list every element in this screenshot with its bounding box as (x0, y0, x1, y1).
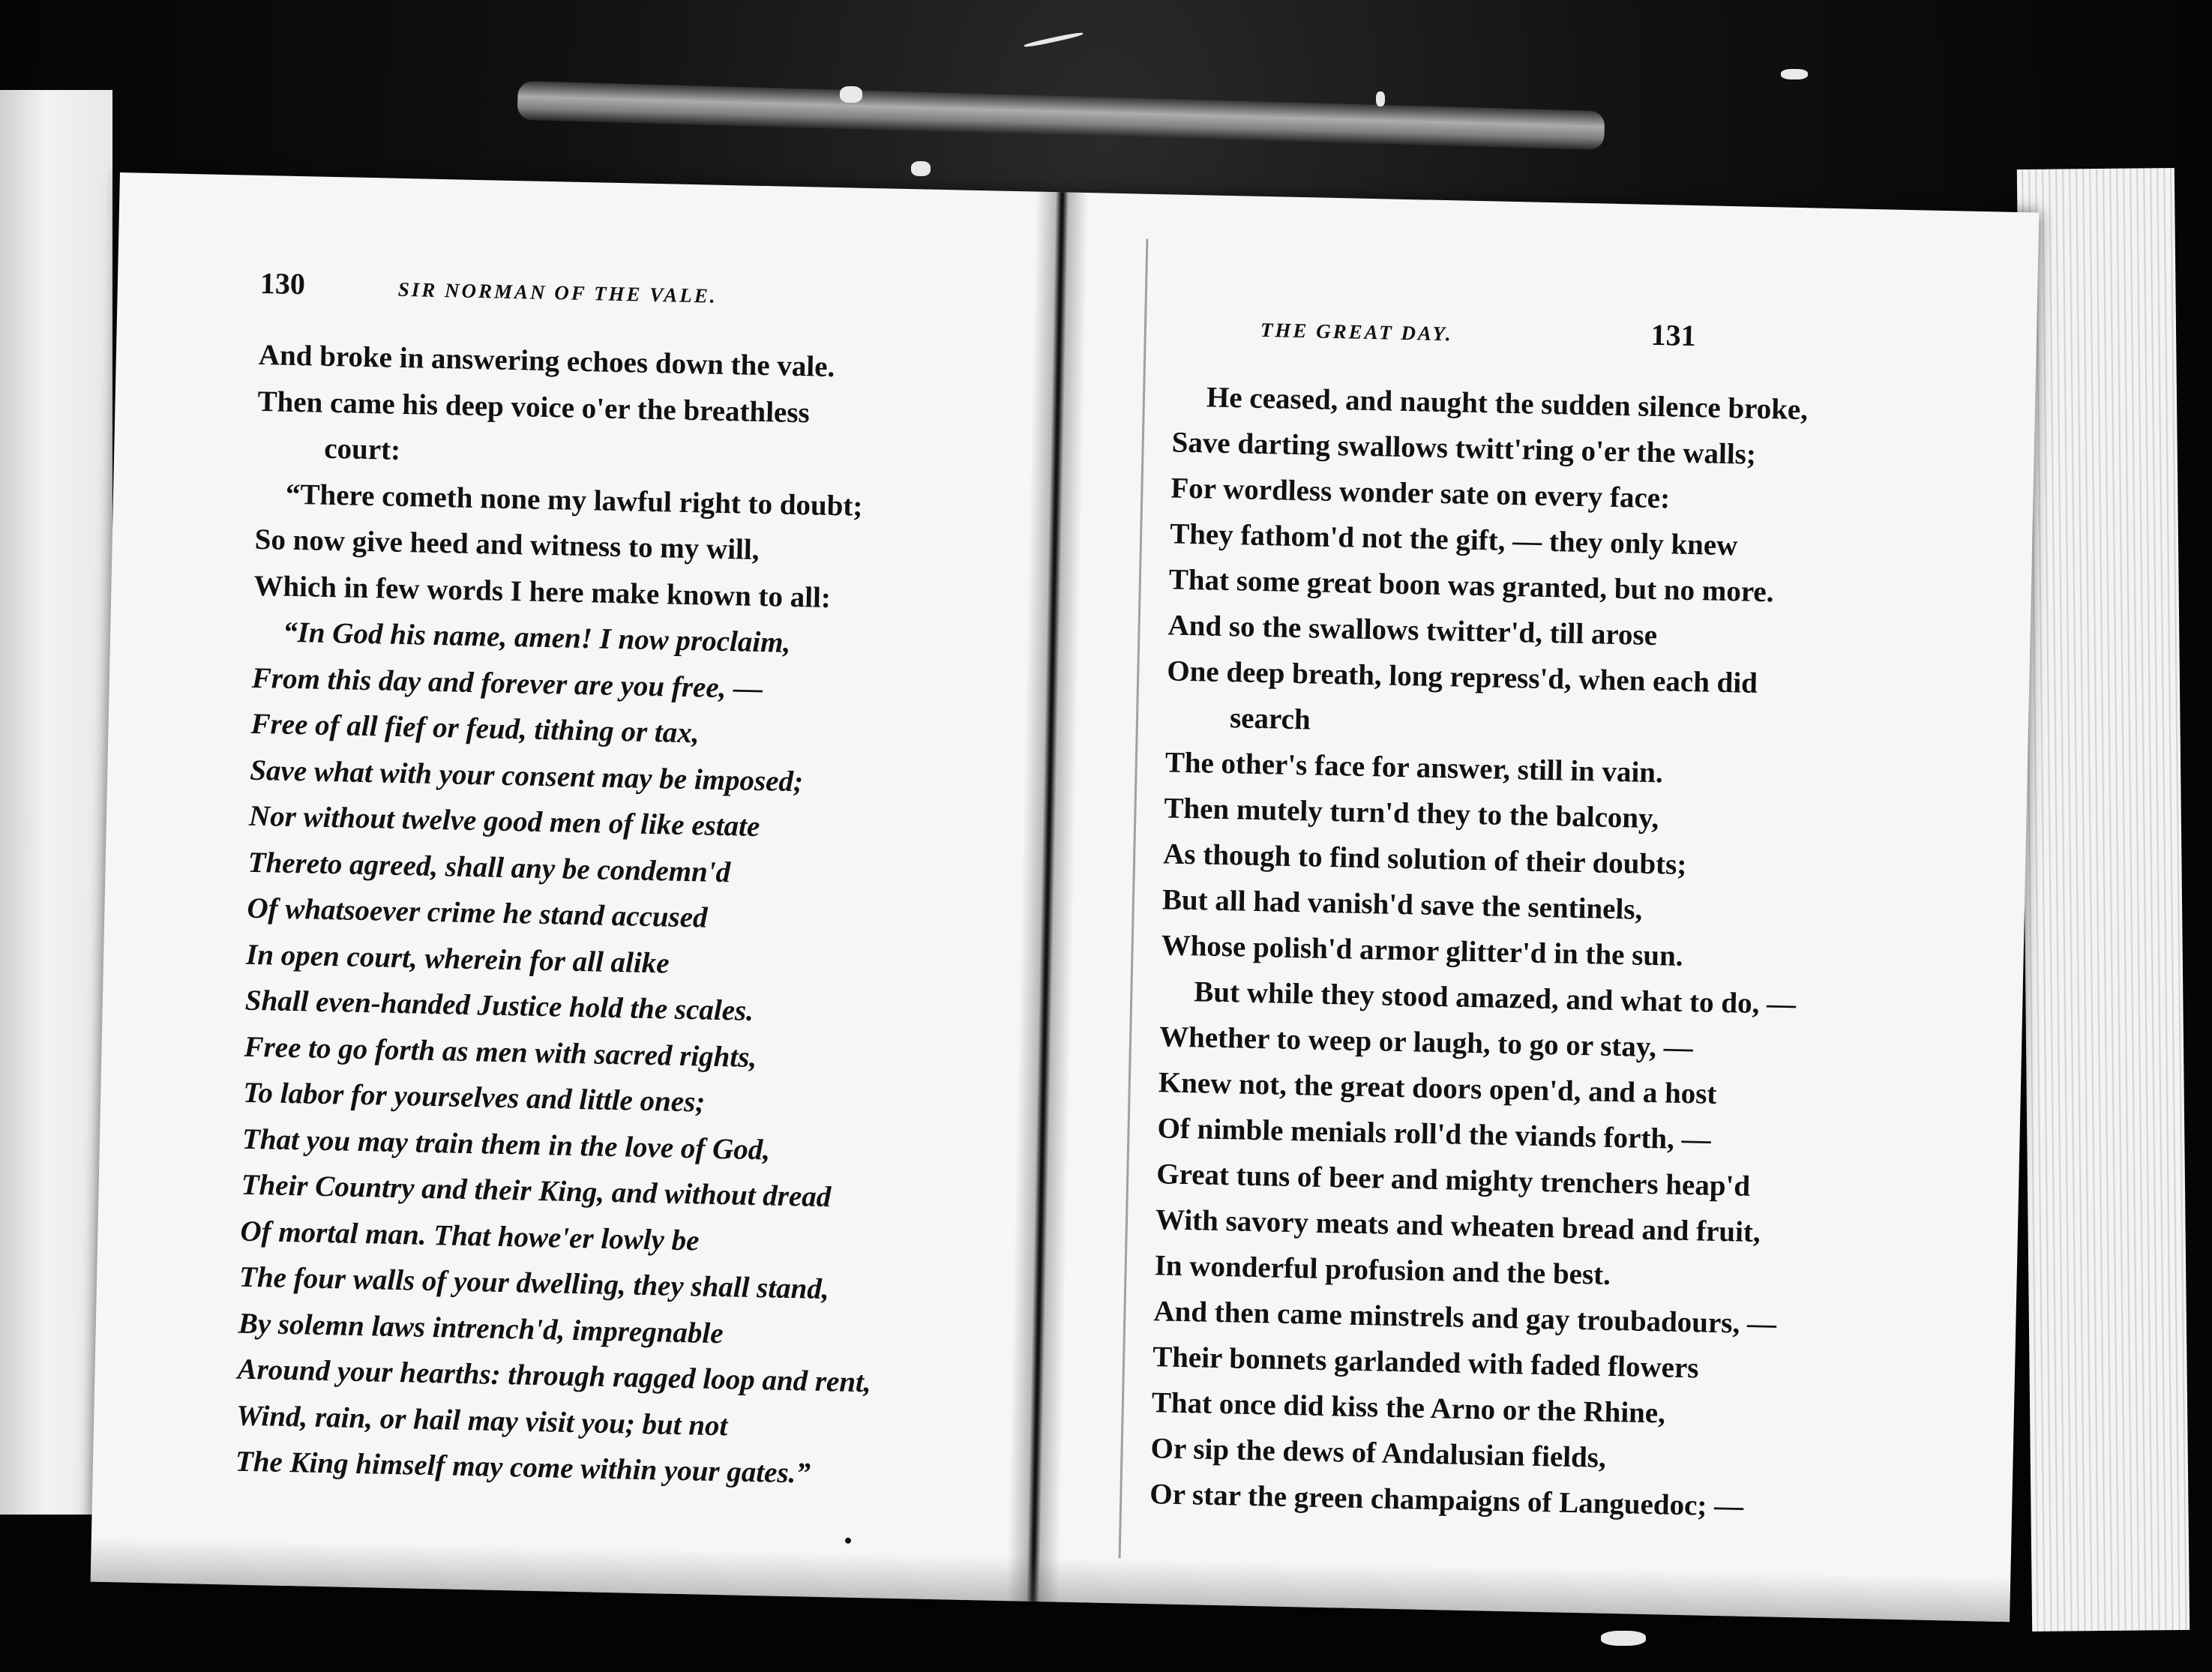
text-line: In wonderful profusion and the best. (1154, 1249, 1611, 1291)
dust-scratch (1024, 31, 1083, 49)
text-line: Which in few words I here make known to all: (253, 569, 832, 614)
text-line: That you may train them in the love of God, (241, 1122, 771, 1166)
text-line: They fathom'd not the gift, — they only knew (1169, 517, 1738, 562)
text-line: Of mortal man. That howe'er lowly be (240, 1215, 700, 1257)
text-line: But all had vanish'd save the sentinels, (1161, 883, 1643, 926)
text-line: “There cometh none my lawful right to doubt; (285, 478, 863, 523)
text-line: The other's face for answer, still in vain. (1164, 746, 1664, 790)
dust-speck (1376, 91, 1385, 106)
left-running-title: SIR NORMAN OF THE VALE. (397, 277, 718, 307)
dust-speck (1601, 1631, 1646, 1646)
left-page (91, 172, 1065, 1602)
text-line: Their Country and their King, and without dread (241, 1168, 832, 1214)
text-line: Save darting swallows twitt'ring o'er the walls; (1171, 426, 1757, 471)
binding-gleam (517, 81, 1605, 150)
text-line: As though to find solution of their doubts; (1162, 837, 1687, 881)
page-stack-edge (2017, 168, 2190, 1632)
text-line: Thereto agreed, shall any be condemn'd (247, 846, 731, 888)
text-line: court: (323, 432, 401, 466)
left-page-number: 130 (259, 265, 306, 301)
text-line: Wind, rain, or hail may visit you; but not (235, 1399, 728, 1442)
text-line: And so the swallows twitter'd, till arose (1167, 609, 1658, 652)
text-line: Then came his deep voice o'er the breathless (257, 385, 811, 429)
text-line: That some great boon was granted, but no more. (1168, 563, 1774, 609)
text-line: By solemn laws intrench'd, impregnable (238, 1307, 724, 1350)
text-line: Knew not, the great doors open'd, and a host (1158, 1066, 1717, 1110)
text-line: Around your hearths: through ragged loop and rent, (237, 1353, 872, 1399)
text-line: Of nimble menials roll'd the viands forth, — (1157, 1112, 1712, 1156)
text-line: Free of all fief or feud, tithing or tax, (250, 707, 700, 750)
text-line: One deep breath, long repress'd, when each did (1166, 655, 1758, 700)
text-line: But while they stood amazed, and what to do, — (1193, 975, 1797, 1021)
text-line: Whose polish'd armor glitter'd in the sun. (1161, 929, 1683, 972)
right-header (1260, 309, 1697, 353)
text-line: “In God his name, amen! I now proclaim, (282, 616, 791, 659)
dust-speck (840, 86, 862, 103)
text-line: Save what with your consent may be imposed; (249, 754, 804, 798)
text-line: To labor for yourselves and little ones; (242, 1076, 706, 1119)
ink-dot (845, 1538, 851, 1544)
text-line: And broke in answering echoes down the vale. (258, 338, 835, 384)
text-line: With savory meats and wheaten bread and fruit, (1155, 1203, 1761, 1249)
text-line: So now give heed and witness to my will, (254, 523, 760, 566)
dust-speck (911, 161, 931, 176)
text-line: Or sip the dews of Andalusian fields, (1150, 1432, 1607, 1474)
text-line: Great tuns of beer and mighty trenchers heap'd (1155, 1158, 1751, 1203)
text-line: The King himself may come within your gates.” (235, 1445, 811, 1490)
book-spread (91, 172, 2040, 1622)
dust-speck (1781, 69, 1808, 79)
text-line: Of whatsoever crime he stand accused (247, 891, 709, 934)
text-line: Whether to weep or laugh, to go or stay, — (1158, 1020, 1694, 1065)
text-line: search (1229, 702, 1311, 736)
text-line: That once did kiss the Arno or the Rhine, (1151, 1386, 1666, 1430)
right-page (1035, 192, 2039, 1622)
text-line: Free to go forth as men with sacred rights, (244, 1030, 757, 1074)
text-line: Or star the green champaigns of Languedoc; — (1149, 1478, 1744, 1523)
text-line: In open court, wherein for all alike (245, 938, 670, 980)
text-line: Shall even-handed Justice hold the scales. (244, 984, 754, 1027)
text-line: Nor without twelve good men of like estate (248, 799, 760, 843)
left-header (259, 265, 718, 310)
text-line: The four walls of your dwelling, they shall stand, (238, 1260, 830, 1306)
text-line: Their bonnets garlanded with faded flowers (1152, 1341, 1699, 1385)
right-page-number: 131 (1650, 317, 1697, 353)
text-line: He ceased, and naught the sudden silence broke, (1206, 381, 1809, 427)
right-running-title: THE GREAT DAY. (1260, 318, 1453, 346)
text-line: And then came minstrels and gay troubadours, — (1153, 1295, 1777, 1341)
text-line: Then mutely turn'd they to the balcony, (1164, 792, 1659, 835)
text-line: For wordless wonder sate on every face: (1170, 472, 1671, 515)
text-line: From this day and forever are you free, — (251, 661, 763, 705)
